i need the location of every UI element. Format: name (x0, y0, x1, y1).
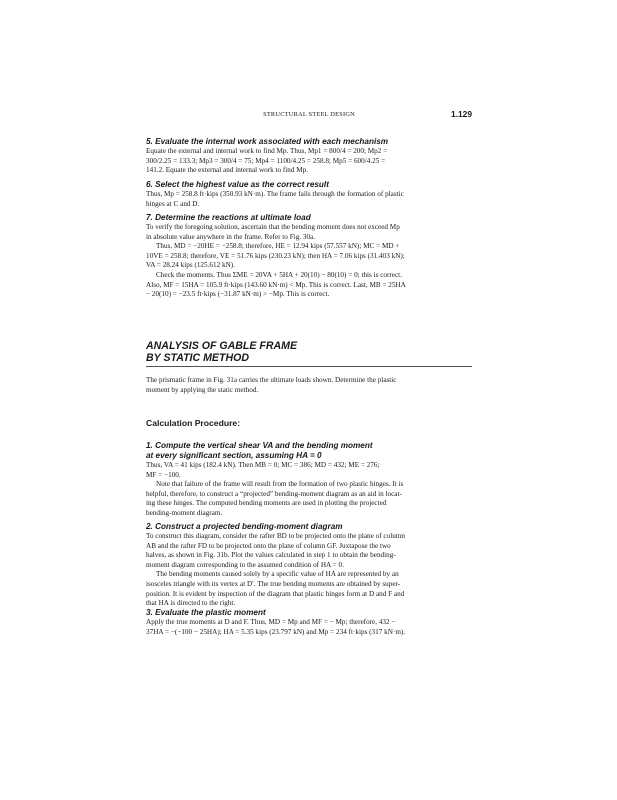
running-title: STRUCTURAL STEEL DESIGN (263, 111, 355, 118)
body-line: The bending moments caused solely by a specific value of HA are represented by an (156, 570, 399, 579)
body-line: moment by applying the static method. (146, 385, 259, 394)
section-rule (146, 366, 472, 367)
section-title-line-2: BY STATIC METHOD (146, 352, 249, 364)
page-number: 1.129 (451, 109, 472, 119)
body-line: moment diagram corresponding to the assumed condition of HA = 0. (146, 560, 344, 569)
step-6-section (146, 180, 472, 209)
body-line: − 20(10) = −23.5 ft·kips (−31.87 kN·m) > −Mp. This is correct. (146, 290, 330, 299)
problem-statement (146, 376, 472, 395)
body-line: Check the moments. Thus ΣME = 20VA + 5HA + 20(10) − 80(10) = 0; this is correct. (156, 270, 402, 279)
body-line: MF = −100. (146, 470, 181, 479)
body-line: that HA is directed to the right. (146, 599, 236, 608)
calc-step-3-heading: 3. Evaluate the plastic moment (146, 608, 266, 617)
body-line: 10VE = 258.8; therefore, VE = 51.76 kips (230.23 kN); then HA = 7.06 kips (31.403 kN); (146, 251, 405, 260)
body-line: helpful, therefore, to construct a “projected” bending-moment diagram as an aid in locat- (146, 489, 402, 498)
body-line: Also, MF = 15HA = 105.9 ft·kips (143.60 kN·m) < Mp. This is correct. Last, MB = 25HA (146, 280, 406, 289)
body-line: Thus, Mp = 258.8 ft·kips (350.93 kN·m). The frame fails through the formation of plastic (146, 190, 404, 198)
step-7-heading: 7. Determine the reactions at ultimate load (146, 213, 311, 222)
body-line: bending-moment diagram. (146, 508, 223, 517)
running-header (146, 109, 472, 123)
calc-step-1-heading-line-2: at every significant section, assuming HA = 0 (146, 451, 322, 460)
body-line: hinges at C and D. (146, 199, 200, 208)
calculation-procedure-heading: Calculation Procedure: (146, 418, 241, 428)
body-line: ing these hinges. The computed bending moments are used in plotting the projected (146, 499, 387, 508)
body-line: Thus, MD = −20HE = −258.8; therefore, HE = 12.94 kips (57.557 kN); MC = MD + (156, 242, 400, 251)
body-line: To construct this diagram, consider the rafter BD to be projected onto the plane of column (146, 532, 405, 540)
body-line: Equate the external and internal work to find Mp. Thus, Mp1 = 800/4 = 200; Mp2 = (146, 147, 388, 155)
step-5-heading: 5. Evaluate the internal work associated with each mechanism (146, 137, 389, 146)
body-line: isosceles triangle with its vertex at D′. The true bending moments are obtained by super- (146, 579, 401, 588)
calc-step-2-section (146, 522, 472, 609)
body-line: Note that failure of the frame will result from the formation of two plastic hinges. It is (156, 480, 404, 489)
calc-step-2-heading: 2. Construct a projected bending-moment diagram (146, 522, 343, 531)
body-line: VA = 28.24 kips (125.612 kN). (146, 261, 235, 270)
body-line: AB and the rafter FD to be projected onto the plane of column GF. Juxtapose the two (146, 541, 391, 550)
body-line: Apply the true moments at D and F. Thus, MD = Mp and MF = − Mp; therefore, 432 − (146, 618, 396, 626)
body-line: The prismatic frame in Fig. 31a carries the ultimate loads shown. Determine the plastic (146, 376, 397, 384)
step-7-section (146, 213, 472, 300)
body-line: To verify the foregoing solution, ascertain that the bending moment does not exceed Mp (146, 223, 400, 231)
calc-step-1-section (146, 441, 472, 519)
body-line: 141.2. Equate the external and internal work to find Mp. (146, 166, 309, 175)
body-line: halves, as shown in Fig. 31b. Plot the values calculated in step 1 to obtain the bending- (146, 551, 396, 560)
section-title-line-1: ANALYSIS OF GABLE FRAME (146, 340, 298, 352)
calc-step-1-heading-line-1: 1. Compute the vertical shear VA and the bending moment (146, 441, 373, 450)
step-6-heading: 6. Select the highest value as the correct result (146, 180, 329, 189)
step-5-section (146, 137, 472, 176)
body-line: in absolute value anywhere in the frame. Refer to Fig. 30a. (146, 232, 316, 241)
body-line: 37HA = −(−100 − 25HA); HA = 5.35 kips (23.797 kN) and Mp = 234 ft·kips (317 kN·m). (146, 627, 406, 636)
calc-step-3-section (146, 608, 472, 637)
calculation-procedure (146, 418, 472, 428)
body-line: position. It is evident by inspection of the diagram that plastic hinges form at D and F and (146, 589, 405, 598)
body-line: Thus, VA = 41 kips (182.4 kN). Then MB = 0; MC = 386; MD = 432; ME = 276; (146, 461, 380, 469)
body-line: 300/2.25 = 133.3; Mp3 = 300/4 = 75; Mp4 = 1100/4.25 = 258.8; Mp5 = 600/4.25 = (146, 156, 386, 165)
section-title (146, 340, 472, 364)
